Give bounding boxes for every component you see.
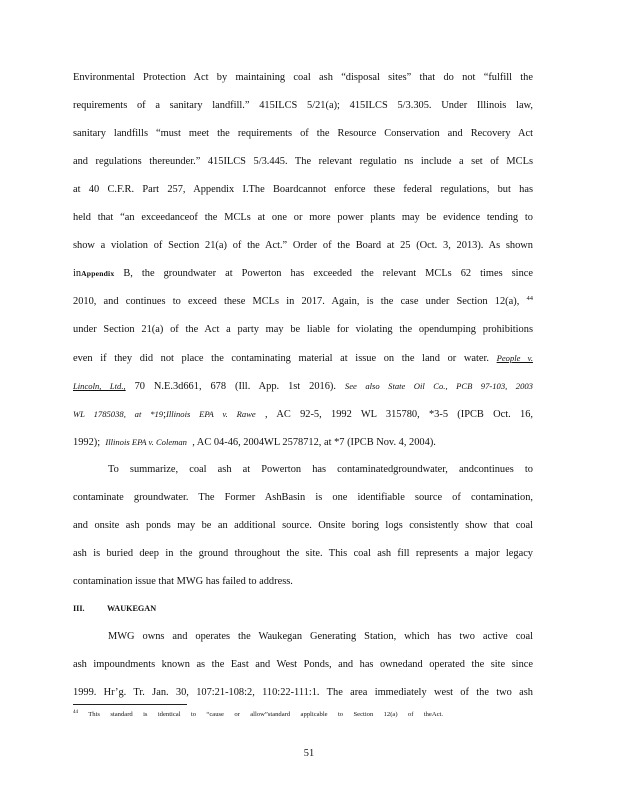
text-run: , AC 04-46, 2004WL 2578712, at *7 (IPCB Nov. 4, 2004). [192,437,436,448]
body-line: under Section 21(a) of the Act a party may be liable for violating the opendumping prohibitions [73,324,533,335]
text-run: even if they did not place the contaminating material at issue on the land or water. [73,353,489,364]
case-citation: Lincoln, Ltd., [73,381,126,391]
appendix-label: Appendix [81,269,115,278]
text-run: , AC 92-5, 1992 WL 315780, *3-5 (IPCB Oct. 16, [265,409,534,420]
body-line: MWG owns and operates the Waukegan Generating Station, which has two active coal [108,631,533,642]
body-line: 1999. Hr’g. Tr. Jan. 30, 107:21-108:2, 110:22-111:1. The area immediately west of the two ash [73,687,533,698]
body-line: show a violation of Section 21(a) of the Act.” Order of the Board at 25 (Oct. 3, 2013). As shown [73,240,533,251]
text-run: ; [163,409,166,420]
footnote-divider [73,704,187,705]
text-run: 70 N.E.3d661, 678 (Ill. App. 1st 2016). [134,381,336,392]
text-run: B, the groundwater at Powerton has exceeded the relevant MCLs 62 times since [123,268,533,279]
case-citation: WL 1785038, at *19 [73,409,164,419]
case-citation: Illinois EPA v. Coleman [105,437,187,447]
body-line [73,295,533,309]
footnote [73,710,443,720]
case-citation: Illinois EPA v. Rawe [165,409,256,419]
body-line [73,379,533,394]
text-run: 1992); [73,437,101,448]
body-line: and regulations thereunder.” 415ILCS 5/3.445. The relevant regulatio ns include a set of MCLs [73,156,533,167]
case-citation: See also State Oil Co., PCB 97-103, 2003 [344,381,533,391]
body-line: contaminate groundwater. The Former AshBasin is one identifiable source of contamination, [73,492,533,503]
footnote-text: This standard is identical to “cause or allow”standard applicable to Section 12(a) of theAct. [88,711,444,718]
body-line: held that “an exceedanceof the MCLs at one or more power plants may be evidence tending to [73,212,533,223]
footnote-reference[interactable]: 44 [526,295,533,302]
text-run: in [73,268,82,279]
body-line: ash is buried deep in the ground throughout the site. This coal ash fill represents a major legacy [73,548,533,559]
section-title: WAUKEGAN [107,604,157,613]
body-line: To summarize, coal ash at Powerton has contaminatedgroundwater, andcontinues to [108,464,533,475]
page-number: 51 [303,748,315,759]
body-line: and onsite ash ponds may be an additional source. Onsite boring logs consistently show that coal [73,520,533,531]
case-citation: People v. [496,353,533,363]
body-line [73,267,533,281]
body-line: sanitary landfills “must meet the requirements of the Resource Conservation and Recovery Act [73,128,533,139]
body-line: Environmental Protection Act by maintaining coal ash “disposal sites” that do not “fulfill the [73,72,533,83]
body-line: ash impoundments known as the East and West Ponds, and has ownedand operated the site since [73,659,533,670]
body-line [73,351,533,366]
body-line: requirements of a sanitary landfill.” 415ILCS 5/21(a); 415ILCS 5/3.305. Under Illinois law, [73,100,533,111]
text-run: 2010, and continues to exceed these MCLs in 2017. Again, is the case under Section 12(a), [73,296,520,307]
section-number: III. [73,604,85,613]
body-line [73,407,533,422]
body-line: contamination issue that MWG has failed to address. [73,576,293,587]
body-line: at 40 C.F.R. Part 257, Appendix I.The Boardcannot enforce these federal regulations, but has [73,184,533,195]
footnote-marker: 44 [73,710,78,715]
body-line [73,435,533,450]
section-heading [73,602,156,616]
